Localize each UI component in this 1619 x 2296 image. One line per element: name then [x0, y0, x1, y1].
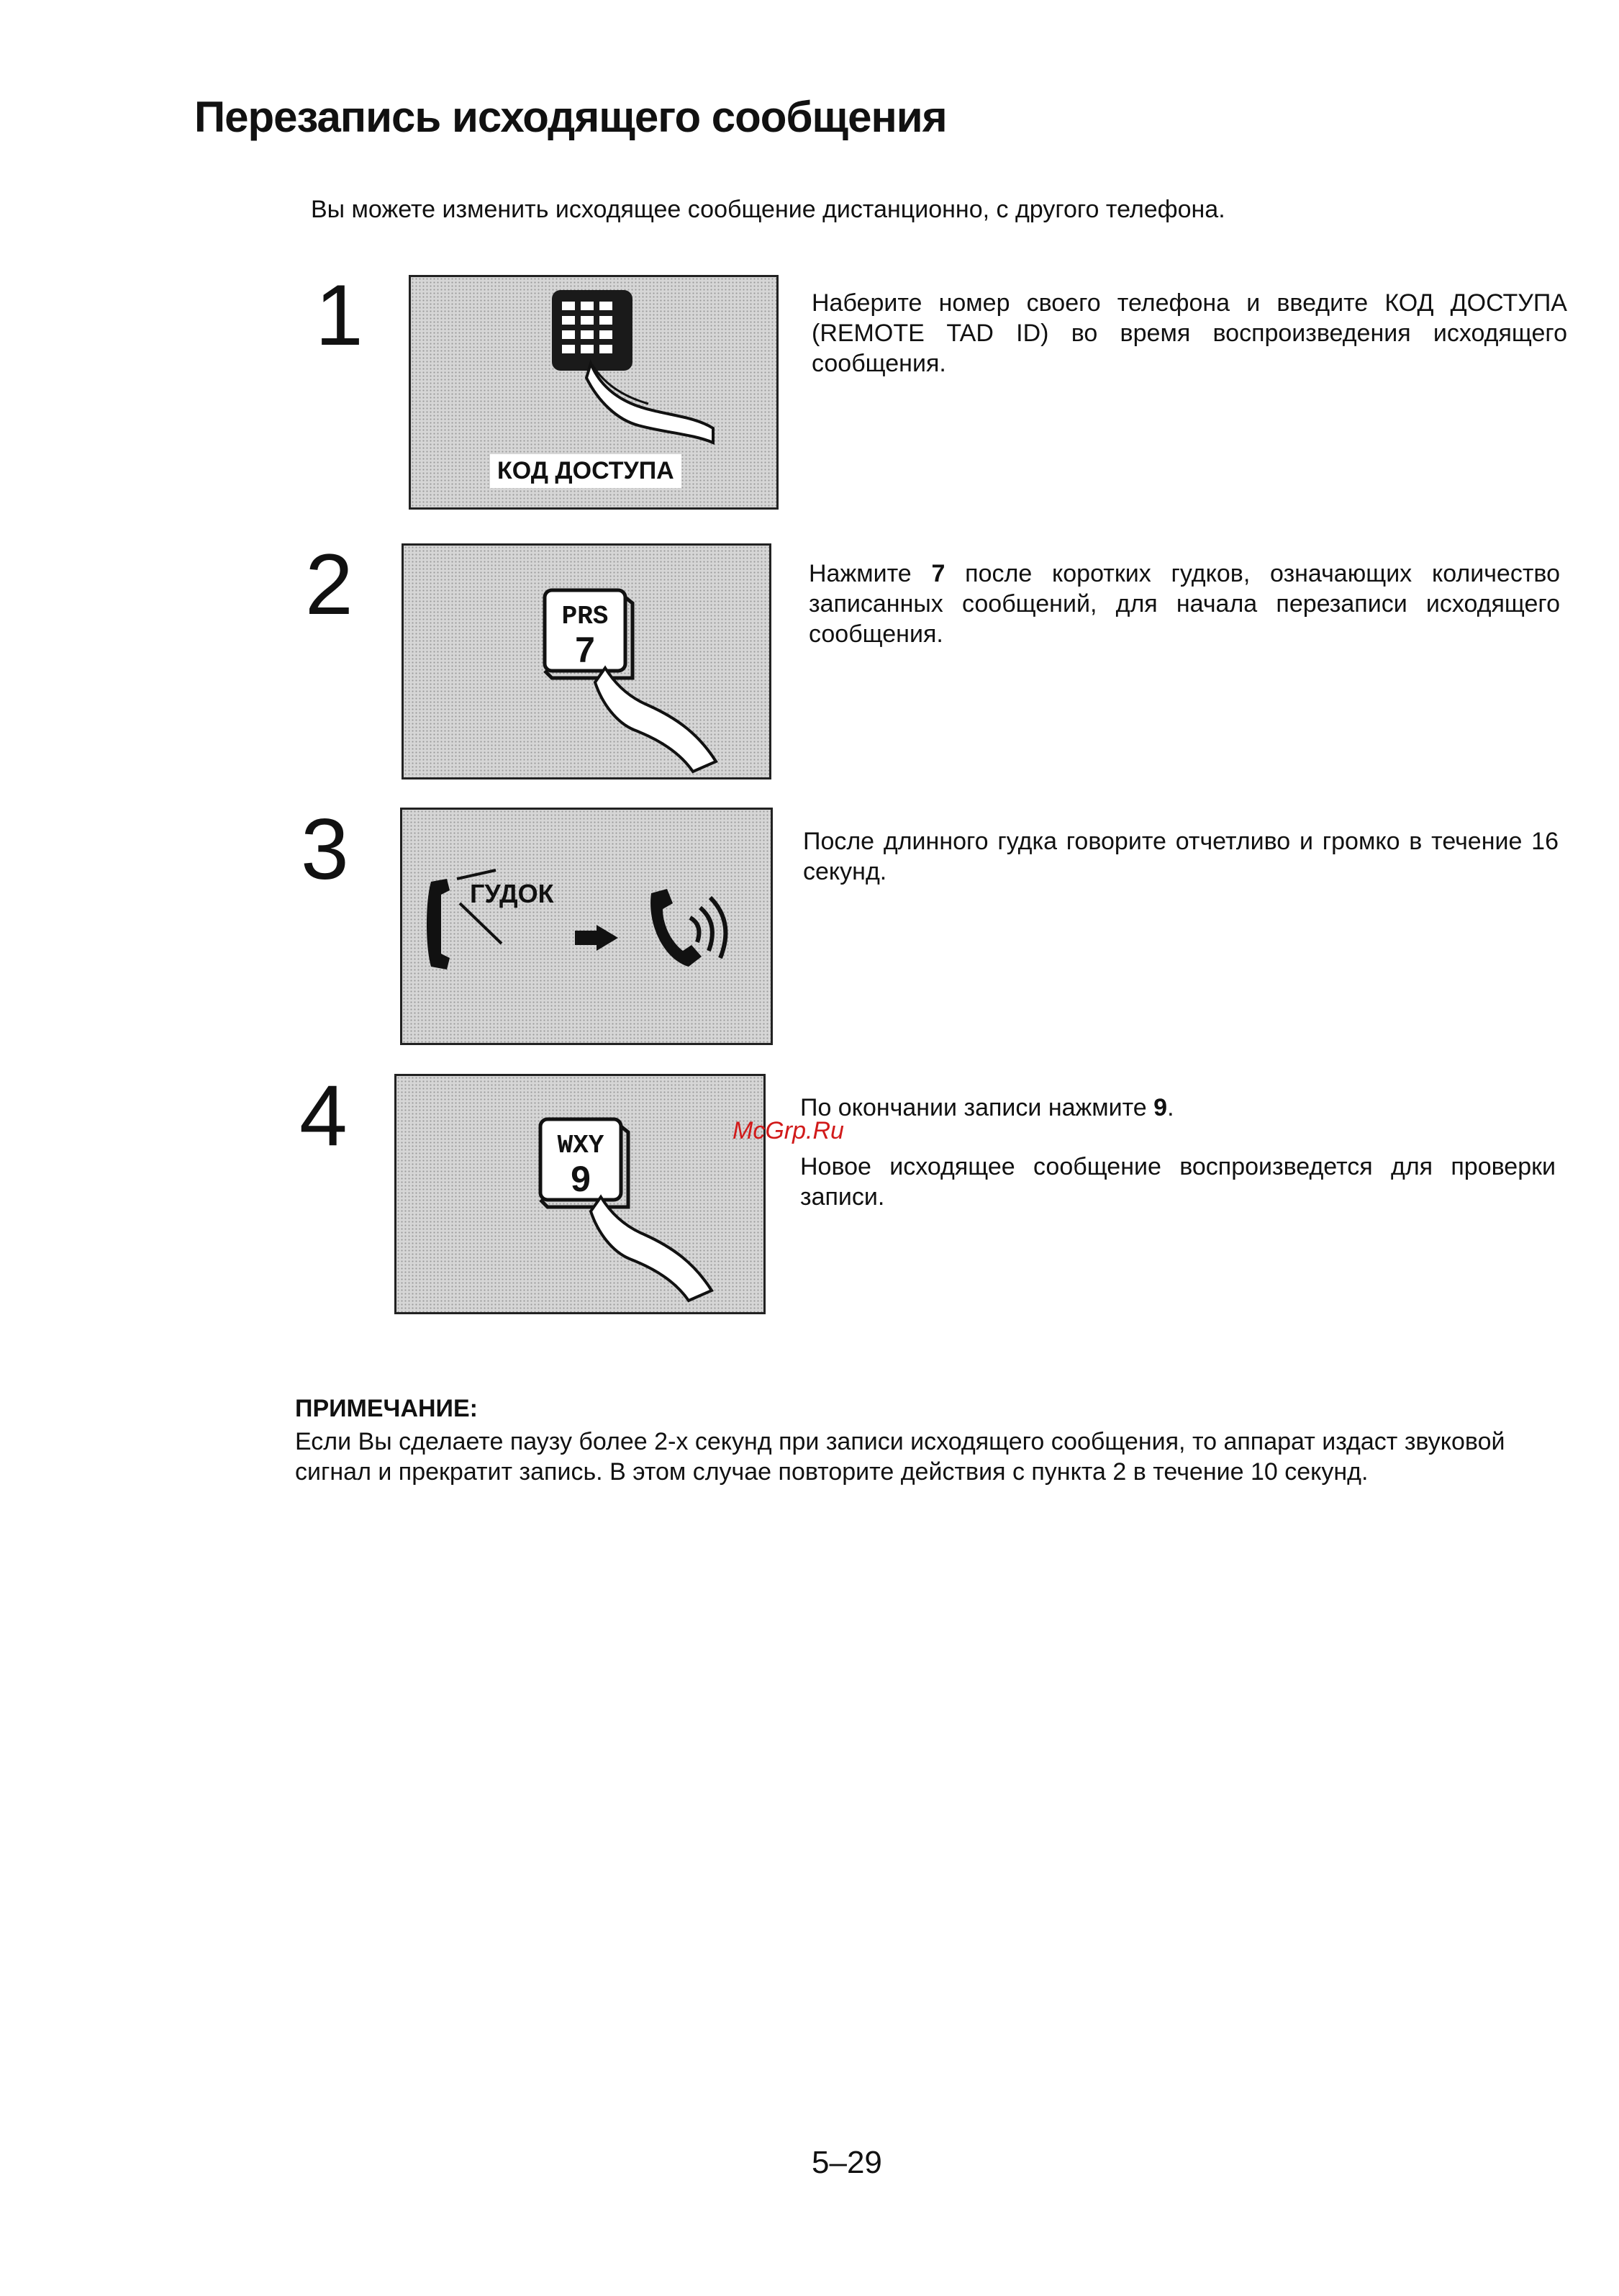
- step-4-text-line-1: [800, 1093, 1556, 1123]
- step-3-illustration-label: ГУДОК: [470, 879, 554, 908]
- step-2-text-after: после коротких гудков, означающих количество записанных сообщений, для начала перезаписи исходящего сообщения.: [809, 560, 1560, 648]
- step-3-number: 3: [301, 801, 349, 898]
- step-4-key-digit: 9: [571, 1159, 591, 1199]
- step-2-text-bold: 7: [931, 560, 945, 587]
- watermark: McGrp.Ru: [733, 1117, 844, 1144]
- step-4-text-after: .: [1167, 1094, 1174, 1121]
- step-2-text: [809, 559, 1560, 649]
- step-1-text: Наберите номер своего телефона и введите КОД ДОСТУПА (REMOTE TAD ID) во время воспроизведения исходящего сообщения.: [812, 289, 1567, 377]
- note-text: Если Вы сделаете паузу более 2-х секунд при записи исходящего сообщения, то аппарат издаст звуковой сигнал и прекратит запись. В этом случае повторите действия с пункта 2 в течение 10 секунд.: [295, 1428, 1505, 1486]
- step-3-illustration: [400, 808, 773, 1045]
- page-title: Перезапись исходящего сообщения: [194, 93, 947, 141]
- step-2-key-digit: 7: [575, 630, 595, 670]
- arrow-right-icon: [575, 925, 618, 951]
- beep-line-icon: [457, 870, 496, 879]
- step-4-text-before: По окончании записи нажмите: [800, 1094, 1154, 1121]
- step-2-illustration: [402, 543, 771, 779]
- step-2-key-letters: PRS: [561, 602, 609, 631]
- step-4-key-letters: WXY: [557, 1131, 604, 1160]
- page-number: 5–29: [812, 2145, 882, 2180]
- speaking-handset-icon: [650, 889, 725, 967]
- step-2-text-before: Нажмите: [809, 560, 932, 587]
- step-1-illustration-label: КОД ДОСТУПА: [490, 454, 681, 488]
- step-2-number: 2: [305, 536, 353, 633]
- note-heading: ПРИМЕЧАНИЕ:: [295, 1395, 478, 1422]
- step-4-text-second: Новое исходящее сообщение воспроизведется для проверки записи.: [800, 1153, 1556, 1211]
- step-1-illustration: [409, 275, 779, 510]
- handset-icon: [427, 879, 450, 970]
- intro-text: Вы можете изменить исходящее сообщение дистанционно, с другого телефона.: [311, 196, 1225, 223]
- step-4-illustration: [394, 1074, 766, 1314]
- step-1-number: 1: [315, 267, 363, 363]
- key-press-hand-icon: [404, 546, 769, 777]
- step-4-number: 4: [299, 1067, 348, 1164]
- step-4-text: [800, 1093, 1556, 1212]
- step-4-text-bold: 9: [1153, 1094, 1168, 1121]
- key-press-hand-icon: [396, 1076, 763, 1312]
- step-3-text: После длинного гудка говорите отчетливо и громко в течение 16 секунд.: [803, 828, 1559, 885]
